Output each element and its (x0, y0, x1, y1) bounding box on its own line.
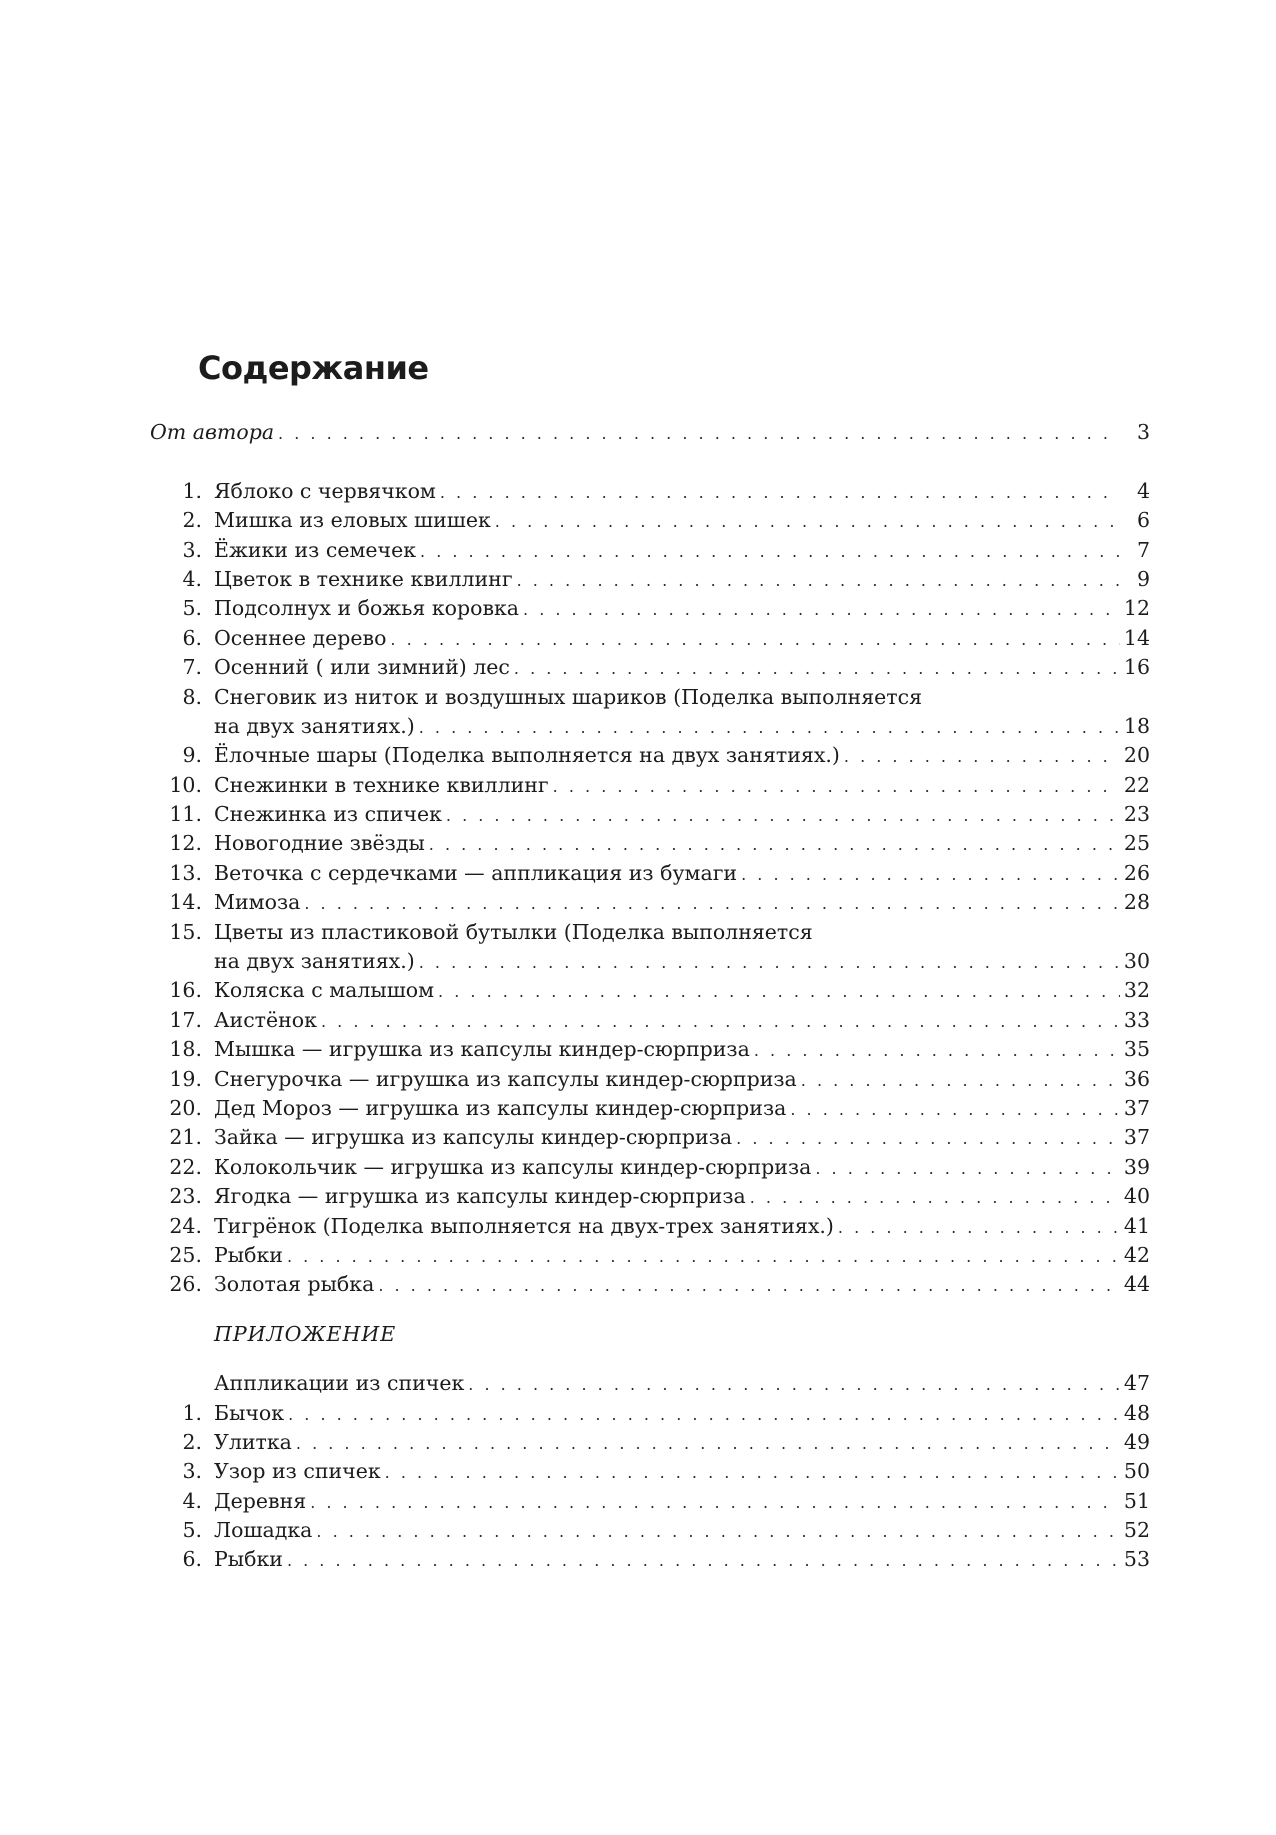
toc-entry-label: Улитка (214, 1429, 292, 1454)
toc-entry-label: Новогодние звёзды (214, 831, 425, 856)
toc-entry-appendix-intro (150, 1369, 1150, 1398)
toc-entry-number: 4. (182, 1488, 202, 1513)
toc-entry-page: 33 (1123, 1007, 1150, 1032)
page-title: Содержание (198, 349, 429, 387)
toc-main-list (150, 477, 1150, 1300)
toc-entry-number: 3. (182, 537, 202, 562)
toc-entry (150, 1428, 1150, 1457)
toc-entry-number: 22. (169, 1154, 202, 1179)
toc-entry (150, 653, 1150, 682)
toc-entry (150, 800, 1150, 829)
toc-entry (150, 1182, 1150, 1211)
toc-entry-page: 26 (1123, 860, 1150, 885)
appendix-title: ПРИЛОЖЕНИЕ (214, 1321, 397, 1346)
dot-leader (419, 713, 1120, 742)
toc-entry-page: 16 (1123, 655, 1150, 680)
toc-entry (150, 771, 1150, 800)
dot-leader (440, 478, 1120, 507)
toc-entry-first-line (150, 683, 1150, 712)
toc-entry-label: на двух занятиях.) (214, 949, 415, 974)
toc-entry (150, 947, 1150, 976)
toc-entry-page: 41 (1123, 1213, 1150, 1238)
toc-entry-label: Дед Мороз — игрушка из капсулы киндер-сюрприза (214, 1095, 787, 1120)
toc-entry-number: 6. (182, 625, 202, 650)
toc-entry (150, 712, 1150, 741)
toc-entry-page: 36 (1123, 1066, 1150, 1091)
dot-leader (553, 772, 1120, 801)
toc-entry-label: Ёлочные шары (Поделка выполняется на двух занятиях.) (214, 743, 840, 768)
toc-entry-number: 10. (169, 772, 202, 797)
toc-entry-number: 19. (169, 1066, 202, 1091)
toc-entry-label: Ягодка — игрушка из капсулы киндер-сюрприза (214, 1184, 746, 1209)
dot-leader (385, 1458, 1120, 1487)
toc-entry-page: 40 (1123, 1184, 1150, 1209)
section-spacer (150, 1349, 1150, 1369)
toc-entry (150, 1094, 1150, 1123)
toc-entry-label: на двух занятиях.) (214, 713, 415, 738)
dot-leader (419, 948, 1120, 977)
toc-entry-number: 4. (182, 566, 202, 591)
dot-leader (288, 1400, 1120, 1429)
toc-entry-page: 23 (1123, 802, 1150, 827)
toc-entry-number: 11. (169, 802, 202, 827)
toc-entry-page: 52 (1123, 1518, 1150, 1543)
toc-entry-number: 18. (169, 1037, 202, 1062)
toc-entry-page: 4 (1136, 478, 1150, 503)
toc-entry (150, 506, 1150, 535)
toc-entry-page: 12 (1123, 596, 1150, 621)
toc-entry-number: 9. (182, 743, 202, 768)
dot-leader (495, 507, 1120, 536)
toc-entry-label-line1: Снеговик из ниток и воздушных шариков (Поделка выполняется (214, 684, 923, 709)
dot-leader (390, 625, 1119, 654)
toc-entry-number: 5. (182, 596, 202, 621)
toc-entry-label: Рыбки (214, 1547, 283, 1572)
toc-entry (150, 1270, 1150, 1299)
toc-entry-page: 44 (1123, 1272, 1150, 1297)
toc-entry-label: Ёжики из семечек (214, 537, 417, 562)
dot-leader (750, 1183, 1120, 1212)
toc-entry-label: Коляска с малышом (214, 978, 435, 1003)
toc-entry-number: 24. (169, 1213, 202, 1238)
toc-entry (150, 1516, 1150, 1545)
section-spacer (150, 1300, 1150, 1320)
dot-leader (514, 654, 1120, 683)
toc-entry (150, 594, 1150, 623)
toc-entry-author (150, 418, 1150, 447)
toc-entry-number: 2. (182, 1429, 202, 1454)
toc-entry-label: Веточка с сердечками — аппликация из бумаги (214, 860, 738, 885)
toc-entry (150, 829, 1150, 858)
toc-entry (150, 1065, 1150, 1094)
dot-leader (741, 860, 1120, 889)
toc-entry (150, 1487, 1150, 1516)
section-spacer (150, 447, 1150, 476)
toc-entry-label: Цветок в технике квиллинг (214, 566, 513, 591)
dot-leader (321, 1007, 1120, 1036)
toc-entry-label: Тигрёнок (Поделка выполняется на двух-трех занятиях.) (214, 1213, 834, 1238)
toc-entry (150, 888, 1150, 917)
dot-leader (287, 1242, 1120, 1271)
toc-entry (150, 1035, 1150, 1064)
dot-leader (736, 1124, 1120, 1153)
dot-leader (310, 1488, 1120, 1517)
toc-entry-page: 51 (1123, 1488, 1150, 1513)
toc-entry-label-line1: Цветы из пластиковой бутылки (Поделка выполняется (214, 919, 813, 944)
toc-entry-label: Снежинка из спичек (214, 802, 442, 827)
toc-entry (150, 1153, 1150, 1182)
dot-leader (838, 1213, 1120, 1242)
dot-leader (420, 537, 1120, 566)
toc-entry-number: 13. (169, 860, 202, 885)
toc-entry-label: Мимоза (214, 890, 301, 915)
toc-entry (150, 1545, 1150, 1574)
dot-leader (378, 1271, 1120, 1300)
dot-leader (316, 1517, 1120, 1546)
toc-entry-number: 3. (182, 1459, 202, 1484)
toc-entry-label: Аппликации из спичек (214, 1371, 465, 1396)
toc-entry-page: 28 (1123, 890, 1150, 915)
toc-entry-number: 15. (169, 919, 202, 944)
toc-entry-label: Золотая рыбка (214, 1272, 375, 1297)
dot-leader (844, 742, 1120, 771)
toc-entry-label: Осеннее дерево (214, 625, 387, 650)
toc-entry-number: 1. (182, 1400, 202, 1425)
toc-entry-page: 32 (1123, 978, 1150, 1003)
toc-entry-page: 14 (1123, 625, 1150, 650)
toc-entry (150, 976, 1150, 1005)
toc-entry-page: 37 (1123, 1095, 1150, 1120)
dot-leader (296, 1429, 1120, 1458)
toc-entry (150, 1123, 1150, 1152)
toc-entry-label: От автора (150, 420, 275, 444)
dot-leader (278, 419, 1120, 448)
toc-entry-page: 22 (1123, 772, 1150, 797)
toc-entry-page: 47 (1123, 1371, 1150, 1396)
dot-leader (801, 1066, 1120, 1095)
toc-entry-number: 12. (169, 831, 202, 856)
toc-entry (150, 1212, 1150, 1241)
toc-entry-page: 25 (1123, 831, 1150, 856)
toc-entry-page: 3 (1136, 420, 1150, 444)
toc-entry-page: 50 (1123, 1459, 1150, 1484)
toc-entry-label: Лошадка (214, 1518, 313, 1543)
toc-entry-page: 9 (1136, 566, 1150, 591)
dot-leader (815, 1154, 1120, 1183)
toc-entry-page: 6 (1136, 508, 1150, 533)
toc-entry-number: 21. (169, 1125, 202, 1150)
toc-entry-number: 6. (182, 1547, 202, 1572)
dot-leader (438, 977, 1120, 1006)
toc-entry-page: 30 (1123, 949, 1150, 974)
toc-entry-number: 20. (169, 1095, 202, 1120)
toc-entry-number: 16. (169, 978, 202, 1003)
toc-entry-number: 17. (169, 1007, 202, 1032)
dot-leader (429, 830, 1120, 859)
toc-entry-label: Снегурочка — игрушка из капсулы киндер-сюрприза (214, 1066, 797, 1091)
toc-entry (150, 859, 1150, 888)
toc-entry-label: Узор из спичек (214, 1459, 381, 1484)
toc-entry-page: 49 (1123, 1429, 1150, 1454)
toc-entry-first-line (150, 918, 1150, 947)
toc-entry-label: Зайка — игрушка из капсулы киндер-сюрприза (214, 1125, 733, 1150)
toc-entry-label: Снежинки в технике квиллинг (214, 772, 549, 797)
toc-entry-page: 18 (1123, 713, 1150, 738)
toc-entry-number: 2. (182, 508, 202, 533)
dot-leader (287, 1546, 1120, 1575)
toc-entry-label: Деревня (214, 1488, 307, 1513)
toc-entry-page: 7 (1136, 537, 1150, 562)
dot-leader (517, 566, 1120, 595)
toc-entry-number: 14. (169, 890, 202, 915)
toc-entry (150, 565, 1150, 594)
toc-entry (150, 1457, 1150, 1486)
toc-entry (150, 536, 1150, 565)
toc-entry-page: 20 (1123, 743, 1150, 768)
toc-entry-page: 48 (1123, 1400, 1150, 1425)
toc-entry (150, 1241, 1150, 1270)
toc-entry-number: 8. (182, 684, 202, 709)
dot-leader (468, 1370, 1120, 1399)
toc-appendix-list (150, 1399, 1150, 1575)
toc-entry-label: Осенний ( или зимний) лес (214, 655, 510, 680)
toc-entry (150, 477, 1150, 506)
table-of-contents (150, 418, 1150, 1575)
toc-entry-label: Мышка — игрушка из капсулы киндер-сюрприза (214, 1037, 750, 1062)
toc-entry (150, 624, 1150, 653)
toc-entry-label: Подсолнух и божья коровка (214, 596, 520, 621)
toc-entry-label: Аистёнок (214, 1007, 317, 1032)
toc-entry-label: Рыбки (214, 1242, 283, 1267)
toc-entry-number: 5. (182, 1518, 202, 1543)
toc-entry-label: Колокольчик — игрушка из капсулы киндер-сюрприза (214, 1154, 812, 1179)
toc-entry-number: 25. (169, 1242, 202, 1267)
toc-entry (150, 741, 1150, 770)
toc-entry-label: Яблоко с червячком (214, 478, 436, 503)
toc-entry-number: 26. (169, 1272, 202, 1297)
dot-leader (523, 595, 1120, 624)
dot-leader (754, 1036, 1120, 1065)
dot-leader (790, 1095, 1120, 1124)
toc-entry-page: 42 (1123, 1242, 1150, 1267)
toc-entry-page: 53 (1123, 1547, 1150, 1572)
toc-entry-number: 1. (182, 478, 202, 503)
toc-entry (150, 1006, 1150, 1035)
toc-entry-label: Бычок (214, 1400, 285, 1425)
toc-entry-number: 7. (182, 655, 202, 680)
dot-leader (304, 889, 1120, 918)
toc-entry (150, 1399, 1150, 1428)
toc-entry-page: 39 (1123, 1154, 1150, 1179)
toc-entry-label: Мишка из еловых шишек (214, 508, 491, 533)
toc-entry-number: 23. (169, 1184, 202, 1209)
toc-entry-page: 37 (1123, 1125, 1150, 1150)
dot-leader (446, 801, 1120, 830)
toc-entry-page: 35 (1123, 1037, 1150, 1062)
